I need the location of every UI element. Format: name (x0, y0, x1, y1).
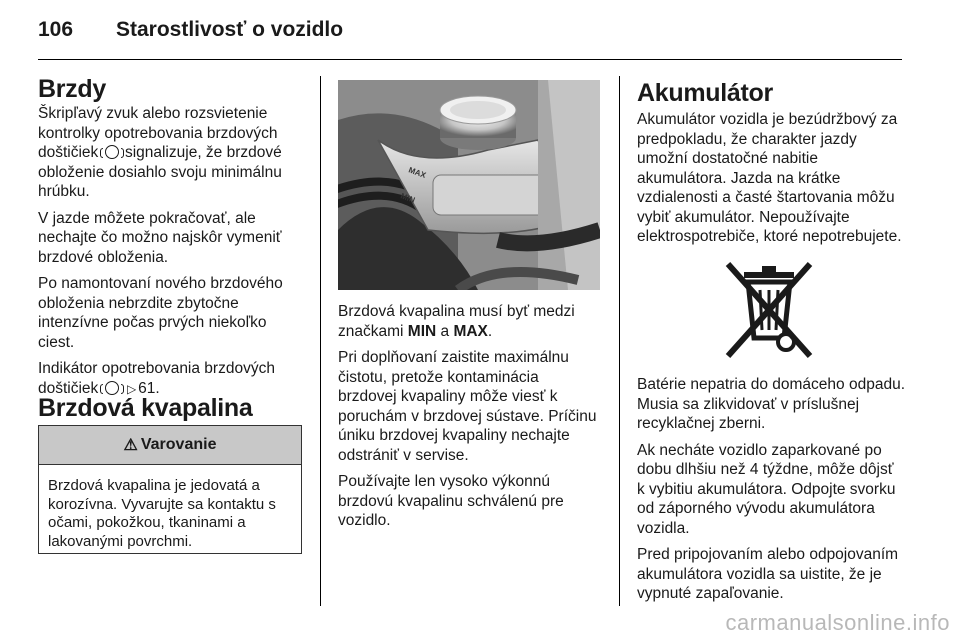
page-number: 106 (38, 18, 74, 41)
brake-fluid-reservoir-photo (338, 80, 600, 290)
column-divider-left (320, 76, 321, 606)
column-middle (338, 302, 600, 538)
column-divider-right (619, 76, 620, 606)
brakes-paragraph-3: Po namontovaní nového brzdového obloženia nebrzdite zbytočne intenzívne počas prvých niekoľko ciest. (38, 275, 283, 351)
warning-header (39, 426, 301, 465)
page-reference-arrow-icon: ▷ (126, 381, 137, 396)
fluid-refill-paragraph: Pri doplňovaní zaistite maximálnu čistotu, pretože kontaminácia brzdovej kvapaliny môže viesť k poruchám v brzdovej sústave. Príčinu úniku brzdovej kvapaliny nechajte odstrániť v servise. (338, 349, 597, 464)
page-reference-link[interactable]: 61. (138, 379, 160, 397)
fluid-level-paragraph: Brzdová kvapalina musí byť medzi značkami MIN a MAX. (338, 303, 575, 340)
svg-text:MAX: MAX (407, 165, 428, 180)
battery-heading: Akumulátor (637, 79, 773, 107)
column-right-lower (637, 375, 905, 611)
brakes-paragraph-1 (38, 104, 300, 202)
column-right (637, 78, 905, 254)
chapter-title: Starostlivosť o vozidlo (116, 18, 344, 41)
brake-wear-indicator-icon (105, 145, 119, 159)
min-mark: MIN (407, 322, 437, 340)
header-divider (38, 59, 902, 60)
svg-text:MIN: MIN (399, 191, 417, 205)
brake-fluid-heading: Brzdová kvapalina (38, 394, 253, 422)
crossed-out-wheelie-bin-icon (714, 260, 824, 360)
warning-box (38, 425, 302, 554)
warning-text: Brzdová kvapalina je jedovatá a korozívna. Vyvarujte sa kontaktu s očami, pokožkou, tkaninami a lakovanými povrchmi. (48, 477, 276, 550)
watermark: carmanualsonline.info (725, 610, 950, 635)
battery-paragraph-3: Ak necháte vozidlo zaparkované po dobu dlhšiu než 4 týždne, môže dôjsť k vybitiu akumulátora. Odpojte svorku od záporného vývodu akumulátora vozidla. (637, 441, 896, 537)
fluid-type-paragraph: Používajte len vysoko výkonnú brzdovú kvapalinu schválenú pre vozidlo. (338, 473, 564, 529)
warning-title: Varovanie (140, 436, 217, 453)
fluid-level-text: Brzdová kvapalina musí byť medzi značkami (338, 303, 575, 340)
battery-paragraph-2: Batérie nepatria do domáceho odpadu. Musia sa zlikvidovať v príslušnej recyklačnej zberni. (637, 376, 906, 432)
max-mark: MAX (453, 322, 488, 340)
battery-paragraph-1: Akumulátor vozidla je bezúdržbový za predpokladu, že charakter jazdy umožní dostatočné nabitie akumulátora. Jazda na krátke vzdialenosti a časté štartovania môžu vybiť akumulátor. Nepoužívajte elektrospotrebiče, ktoré nepotrebujete. (637, 111, 902, 245)
reservoir-illustration (338, 80, 600, 290)
warning-triangle-icon: ⚠ (123, 437, 138, 454)
brakes-paragraph-2: V jazde môžete pokračovať, ale nechajte čo možno najskôr vymeniť brzdové obloženia. (38, 209, 282, 266)
and-word: a (440, 322, 450, 340)
brakes-paragraph-1-start: Škripľavý zvuk alebo rozsvietenie kontrolky opotrebovania brzdových doštičiek (38, 105, 278, 161)
battery-paragraph-4: Pred pripojovaním alebo odpojovaním akumulátora vozidla sa uistite, že je vypnuté zapaľovanie. (637, 546, 899, 602)
brakes-paragraph-4-text: Indikátor opotrebovania brzdových doštičiek (38, 360, 275, 397)
brakes-paragraph-1-end: signalizuje, že brzdové obloženie dosiahlo svoju minimálnu hrúbku. (38, 144, 282, 200)
column-left (38, 74, 300, 406)
brakes-heading: Brzdy (38, 75, 106, 103)
